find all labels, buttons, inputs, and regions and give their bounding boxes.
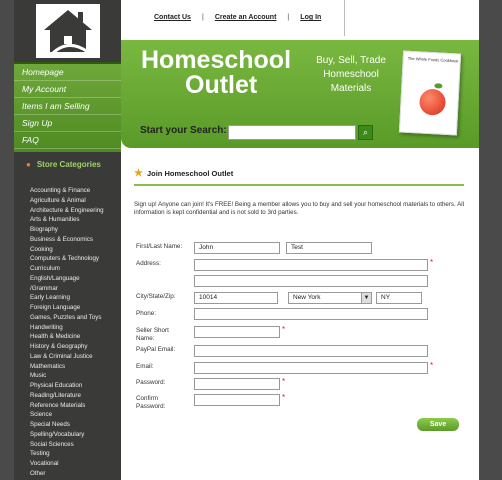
sidebar <box>14 0 121 480</box>
seller-label-line1: Seller Short <box>136 327 169 334</box>
phone-field[interactable] <box>194 308 428 320</box>
category-link[interactable]: Foreign Language <box>30 304 81 311</box>
sidebar-item-items-selling[interactable]: Items I am Selling <box>14 98 121 115</box>
city-field[interactable]: 10014 <box>194 292 278 304</box>
category-link[interactable]: Handwriting <box>30 323 63 331</box>
chevron-down-icon: ▼ <box>361 293 371 303</box>
required-mark: * <box>282 377 286 386</box>
sidebar-nav <box>14 62 121 152</box>
category-link[interactable]: Curriculum <box>30 265 60 272</box>
site-title-line1: Homeschool <box>141 46 292 74</box>
seller-name-label <box>136 327 169 343</box>
create-account-link[interactable]: Create an Account <box>214 14 277 21</box>
category-link[interactable]: English/Language <box>30 274 80 282</box>
name-label: First/Last Name: <box>136 243 183 250</box>
categories-title: Store Categories <box>36 160 101 169</box>
page-frame <box>14 0 479 480</box>
category-link[interactable]: Reading/Literature <box>30 391 81 399</box>
leaf-icon <box>434 83 442 88</box>
category-link[interactable]: Cooking <box>30 245 53 253</box>
category-link[interactable]: History & Geography <box>30 343 88 350</box>
password-label: Password: <box>136 379 166 386</box>
separator: | <box>201 14 204 21</box>
city-state-zip-label: City/State/Zip: <box>136 293 176 300</box>
email-label: Email: <box>136 363 154 370</box>
search-label: Start your Search: <box>140 125 227 136</box>
divider <box>344 0 345 36</box>
seller-short-name-field[interactable] <box>194 326 280 338</box>
category-list <box>30 186 121 479</box>
category-link[interactable]: Law & Criminal Justice <box>30 352 93 360</box>
category-link[interactable]: Health & Medicine <box>30 333 81 341</box>
apple-icon <box>419 88 446 115</box>
category-link[interactable]: Physical Education <box>30 382 83 389</box>
category-link[interactable]: /Grammar <box>30 284 58 292</box>
state-value: New York <box>293 294 321 301</box>
contact-us-link[interactable]: Contact Us <box>154 14 191 21</box>
address-label: Address: <box>136 260 161 267</box>
category-link[interactable]: Games, Puzzles and Toys <box>30 313 102 321</box>
category-link[interactable]: Vocational <box>30 460 59 467</box>
first-name-field[interactable]: John <box>194 242 280 254</box>
category-link[interactable]: Early Learning <box>30 294 70 302</box>
star-icon: ★ <box>134 168 143 179</box>
state-select[interactable] <box>288 292 372 304</box>
separator: | <box>287 14 290 21</box>
site-title <box>141 48 291 98</box>
confirm-password-field[interactable] <box>194 394 280 406</box>
bullet-icon: ● <box>26 160 31 169</box>
sidebar-item-homepage[interactable]: Homepage <box>14 64 121 81</box>
address-line2-field[interactable] <box>194 275 428 287</box>
category-link[interactable]: Music <box>30 372 47 380</box>
confirm-label-line2: Password: <box>136 403 166 410</box>
house-logo-icon <box>34 2 102 60</box>
category-link[interactable]: Accounting & Finance <box>30 187 91 194</box>
last-name-field[interactable]: Test <box>286 242 372 254</box>
category-link[interactable]: Testing <box>30 450 50 458</box>
intro-text: Sign up! Anyone can join! It's FREE! Being a member allows you to buy and sell your homeschool materials to others. All information is kept confidential and is not sold to 3rd parties. <box>134 201 464 216</box>
category-link[interactable]: Mathematics <box>30 362 66 370</box>
email-field[interactable] <box>194 362 428 374</box>
required-mark: * <box>282 325 286 334</box>
book-title: The Whole Foods Cookbook <box>407 55 459 64</box>
save-button[interactable]: Save <box>417 418 459 431</box>
phone-label: Phone: <box>136 310 156 317</box>
book-image <box>399 51 461 136</box>
divider <box>134 184 464 186</box>
address-line1-field[interactable] <box>194 259 428 271</box>
search-bar <box>128 122 368 142</box>
category-link[interactable]: Other <box>30 469 46 477</box>
site-title-line2: Outlet <box>185 71 258 99</box>
confirm-password-label <box>136 395 165 411</box>
required-mark: * <box>282 393 286 402</box>
category-link[interactable]: Business & Economics <box>30 235 93 243</box>
site-logo[interactable] <box>14 0 121 62</box>
seller-label-line2: Name: <box>136 335 155 342</box>
search-button[interactable] <box>358 125 373 140</box>
category-link[interactable]: Agriculture & Animal <box>30 196 86 204</box>
category-link[interactable]: Science <box>30 411 53 419</box>
category-link[interactable]: Computers & Technology <box>30 255 100 263</box>
password-field[interactable] <box>194 378 280 390</box>
paypal-email-field[interactable] <box>194 345 428 357</box>
category-link[interactable]: Spelling/Vocabulary <box>30 430 85 438</box>
search-input[interactable] <box>228 125 356 140</box>
sidebar-item-sign-up[interactable]: Sign Up <box>14 115 121 132</box>
category-link[interactable]: Reference Materials <box>30 401 86 409</box>
paypal-email-label: PayPal Email: <box>136 346 176 353</box>
sidebar-item-my-account[interactable]: My Account <box>14 81 121 98</box>
sidebar-item-faq[interactable]: FAQ <box>14 132 121 149</box>
category-link[interactable]: Biography <box>30 226 58 233</box>
zip-field[interactable]: NY <box>376 292 422 304</box>
page-title <box>134 168 233 179</box>
store-categories-heading <box>14 160 121 169</box>
category-link[interactable]: Social Sciences <box>30 440 74 448</box>
required-mark: * <box>430 361 434 370</box>
category-link[interactable]: Arts & Humanities <box>30 216 80 224</box>
required-mark: * <box>430 258 434 267</box>
category-link[interactable]: Special Needs <box>30 421 70 428</box>
page-heading: Join Homeschool Outlet <box>146 169 234 178</box>
category-link[interactable]: Architecture & Engineering <box>30 206 104 214</box>
top-nav <box>154 14 321 21</box>
search-icon: ⌕ <box>362 127 369 137</box>
confirm-label-line1: Confirm <box>136 395 159 402</box>
login-link[interactable]: Log In <box>300 14 322 21</box>
tagline: Buy, Sell, Trade Homeschool Materials <box>316 55 386 94</box>
